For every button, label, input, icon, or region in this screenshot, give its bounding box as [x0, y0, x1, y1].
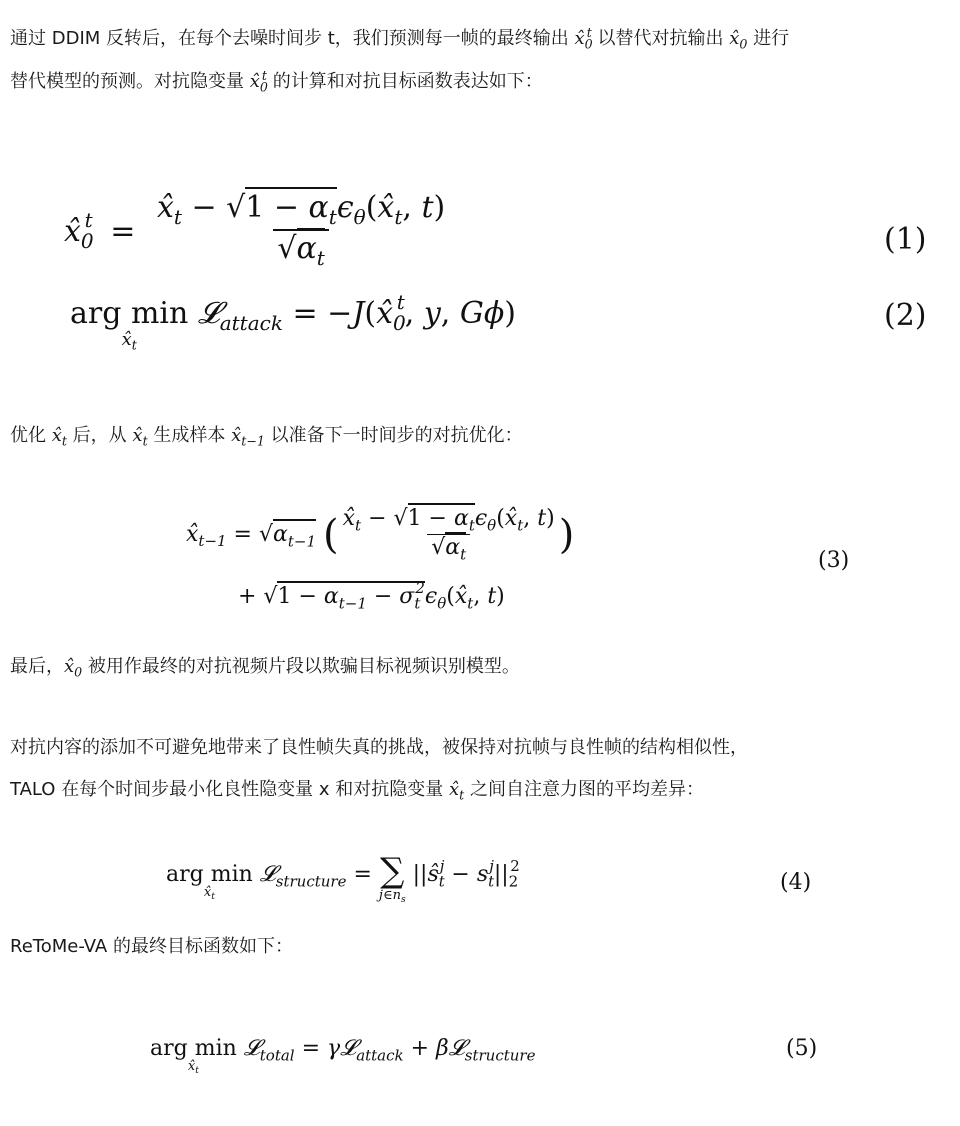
equation-5: arg min $x̂_t$ 𝓛$_{total}$ = γ𝓛$_{attack}$ + β𝓛$_{structure}$ — [150, 1036, 536, 1077]
para3: 最后，$x̂_0$ 被用作最终的对抗视频片段以欺骗目标视频识别模型。 — [10, 656, 520, 680]
math-x0t-inline: $x̂_0^t$ — [574, 25, 593, 52]
equation-3-line2: + $√1 - \alpha_{t-1}$ − $\sigma_t^2\epsilon_\theta(x̂_t$, t) — [238, 579, 505, 613]
equation-1-number: (1) — [884, 222, 927, 257]
equation-1: $x̂_0^t$ = $\frac{x̂_t - √1 - \alpha_t\epsilon_\theta(x̂_t, t)}{√\alpha_t}$ — [64, 196, 449, 270]
math-xt-inline-3: $x̂_t$ — [449, 779, 465, 803]
equation-2: arg min $x̂_t$ 𝓛$_{attack}$ = $-J(x̂_0^t$, y, Gϕ) — [70, 290, 517, 353]
equation-2-number: (2) — [884, 298, 927, 333]
para4-line1: 对抗内容的添加不可避免地带来了良性帧失真的挑战，被保持对抗帧与良性帧的结构相似性， — [10, 737, 748, 758]
para5: ReToMe-VA 的最终目标函数如下： — [10, 936, 293, 957]
equation-5-number: (5) — [786, 1036, 818, 1061]
math-x0-inline-3: $x̂_0$ — [64, 656, 83, 680]
equation-4-number: (4) — [780, 870, 812, 895]
para1-line1: 通过 DDIM 反转后，在每个去噪时间步 t，我们预测每一帧的最终输出 $x̂_0^t$ 以替代对抗输出 $x̂_0$ 进行 — [10, 25, 790, 52]
math-x0-inline: $x̂_0$ — [729, 27, 748, 52]
equation-3-number: (3) — [818, 548, 850, 573]
para1-line2: 替代模型的预测。对抗隐变量 $x̂_0^t$ 的计算和对抗目标函数表达如下： — [10, 68, 543, 95]
math-x0t-inline-2: $x̂_0^t$ — [249, 68, 268, 95]
equation-3-line1: $x̂_{t-1} = √\alpha_{t-1}$ ( $\frac{x̂_t - √1 - \alpha_t\epsilon_\theta(x̂_t, t)}{√\alpha_t}$ ) — [186, 506, 574, 564]
equation-4: arg min $x̂_t$ 𝓛$_{structure}$ = ∑ $j\in n_s$ $||ŝ_t^j - s_t^j||_2^2$ — [166, 851, 520, 906]
para2: 优化 $x̂_t$ 后，从 $x̂_t$ 生成样本 $x̂_{t-1}$ 以准备下一时间步的对抗优化： — [10, 425, 523, 449]
para4-line2: TALO 在每个时间步最小化良性隐变量 x 和对抗隐变量 $x̂_t$ 之间自注意力图的平均差异： — [10, 779, 704, 803]
math-xt-1-inline: $x̂_{t-1}$ — [231, 425, 265, 449]
math-xt-inline: $x̂_t$ — [51, 425, 67, 449]
math-xt-inline-2: $x̂_t$ — [132, 425, 148, 449]
